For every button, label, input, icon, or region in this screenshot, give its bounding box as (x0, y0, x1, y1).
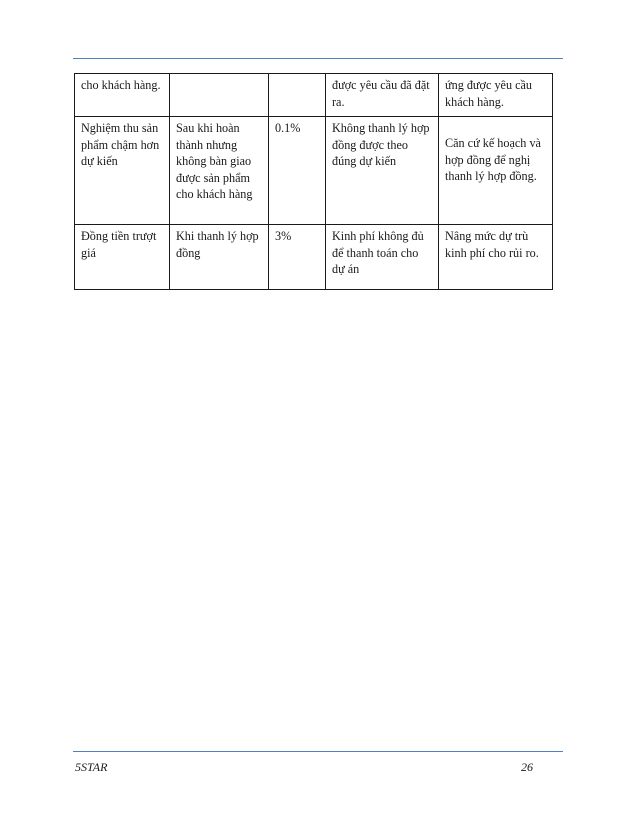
table-cell: được yêu cầu đã đặt ra. (326, 74, 439, 117)
footer-rule (73, 751, 563, 752)
page-number: 26 (521, 760, 533, 774)
table-cell: Căn cứ kế hoạch và hợp đồng để nghị thanh lý hợp đồng. (439, 117, 553, 225)
table-cell: Sau khi hoàn thành nhưng không bàn giao được sản phẩm cho khách hàng (170, 117, 269, 225)
table-cell: 0.1% (269, 117, 326, 225)
table-cell: Đồng tiền trượt giá (75, 225, 170, 290)
table-row (75, 225, 553, 290)
table-row (75, 74, 553, 117)
table-cell: ứng được yêu cầu khách hàng. (439, 74, 553, 117)
table-cell: 3% (269, 225, 326, 290)
table-cell (269, 74, 326, 117)
table-cell: Nâng mức dự trù kinh phí cho rủi ro. (439, 225, 553, 290)
table-row (75, 117, 553, 225)
table-cell: cho khách hàng. (75, 74, 170, 117)
table-cell: Kinh phí không đủ để thanh toán cho dự án (326, 225, 439, 290)
table-cell: Không thanh lý hợp đồng được theo đúng dự kiến (326, 117, 439, 225)
risk-table (74, 73, 553, 290)
footer-company: 5STAR (75, 760, 108, 774)
header-rule (73, 58, 563, 59)
table-cell: Nghiệm thu sản phẩm chậm hơn dự kiến (75, 117, 170, 225)
table-cell (170, 74, 269, 117)
table-cell: Khi thanh lý hợp đồng (170, 225, 269, 290)
